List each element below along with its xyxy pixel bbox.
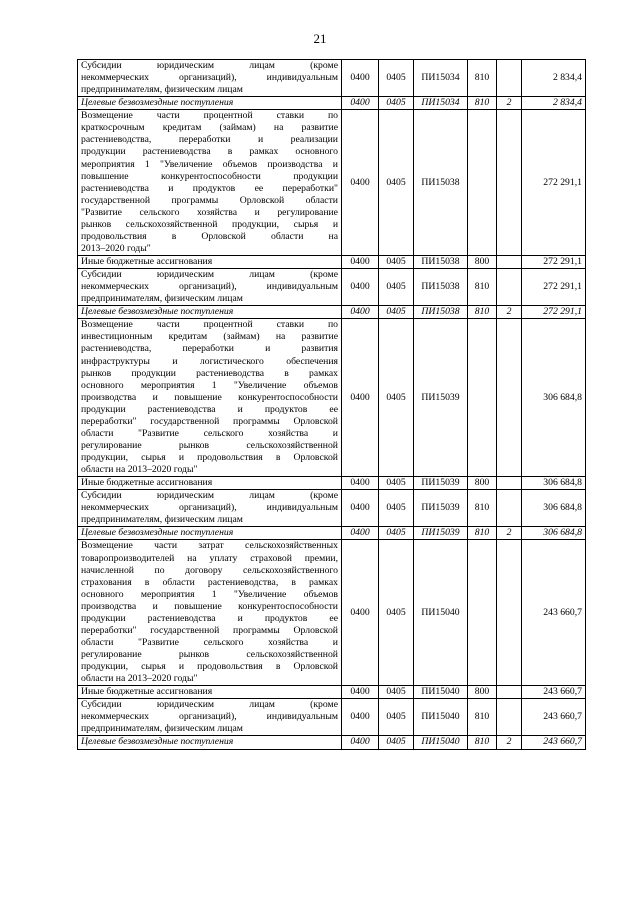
item-name-line: Целевые безвозмездные поступления xyxy=(81,306,234,318)
subsection-cell: 0405 xyxy=(379,527,414,540)
section-cell: 0400 xyxy=(342,319,379,477)
item-name-line: инфраструктуры и логистического обеспечения xyxy=(81,355,338,367)
source-code-cell xyxy=(497,319,522,477)
item-name-cell xyxy=(78,97,342,110)
section-cell: 0400 xyxy=(342,686,379,699)
target-article-cell: ПИ15040 xyxy=(414,686,468,699)
section-cell: 0400 xyxy=(342,736,379,749)
target-article-cell: ПИ15038 xyxy=(414,110,468,256)
section-cell: 0400 xyxy=(342,110,379,256)
item-name-line: Иные бюджетные ассигнования xyxy=(81,477,213,489)
item-name-line: растениеводства, переработки и реализации xyxy=(81,134,338,146)
expense-type-cell xyxy=(468,540,497,686)
item-name-line: переработки" государственной программы Орловской xyxy=(81,624,338,636)
target-article-cell: ПИ15039 xyxy=(414,477,468,490)
item-name-line: предпринимателям, физическим лицам xyxy=(81,514,243,526)
table-row xyxy=(78,540,586,686)
subsection-cell: 0405 xyxy=(379,540,414,686)
amount-cell: 243 660,7 xyxy=(522,686,586,699)
expense-type-cell xyxy=(468,319,497,477)
item-name-line: "Развитие сельского хозяйства и регулирование xyxy=(81,206,338,218)
item-name-cell xyxy=(78,736,342,749)
item-name-line: области "Развитие сельского хозяйства и xyxy=(81,636,338,648)
item-name-line: переработки" государственной программы Орловской xyxy=(81,415,338,427)
expense-type-cell: 800 xyxy=(468,477,497,490)
expense-type-cell: 810 xyxy=(468,490,497,527)
expense-type-cell: 810 xyxy=(468,60,497,97)
target-article-cell: ПИ15040 xyxy=(414,540,468,686)
table-row xyxy=(78,110,586,256)
amount-cell: 243 660,7 xyxy=(522,540,586,686)
table-row xyxy=(78,319,586,477)
target-article-cell: ПИ15038 xyxy=(414,269,468,306)
amount-cell: 2 834,4 xyxy=(522,97,586,110)
subsection-cell: 0405 xyxy=(379,256,414,269)
table-body xyxy=(78,60,586,750)
target-article-cell: ПИ15038 xyxy=(414,256,468,269)
item-name-line: инвестиционным кредитам (займам) на развитие xyxy=(81,331,338,343)
amount-cell: 306 684,8 xyxy=(522,477,586,490)
item-name-cell xyxy=(78,306,342,319)
expense-type-cell xyxy=(468,110,497,256)
section-cell: 0400 xyxy=(342,60,379,97)
item-name-line: продукции растениеводства в рамках основного xyxy=(81,146,338,158)
table-row xyxy=(78,527,586,540)
table-row xyxy=(78,736,586,749)
table-row xyxy=(78,256,586,269)
section-cell: 0400 xyxy=(342,477,379,490)
item-name-line: предпринимателям, физическим лицам xyxy=(81,723,243,735)
item-name-line: регулирование рынков сельскохозяйственной xyxy=(81,649,338,660)
item-name-line: продукции растениеводства и продуктов ее xyxy=(81,612,338,624)
subsection-cell: 0405 xyxy=(379,699,414,736)
subsection-cell: 0405 xyxy=(379,269,414,306)
section-cell: 0400 xyxy=(342,97,379,110)
subsection-cell: 0405 xyxy=(379,97,414,110)
amount-cell: 306 684,8 xyxy=(522,319,586,477)
expense-type-cell: 810 xyxy=(468,97,497,110)
target-article-cell: ПИ15039 xyxy=(414,490,468,527)
item-name-line: растениеводства, переработки и развития xyxy=(81,343,338,355)
amount-cell: 272 291,1 xyxy=(522,256,586,269)
table-row xyxy=(78,97,586,110)
section-cell: 0400 xyxy=(342,256,379,269)
target-article-cell: ПИ15034 xyxy=(414,97,468,110)
item-name-line: области "Развитие сельского хозяйства и xyxy=(81,427,338,439)
target-article-cell: ПИ15034 xyxy=(414,60,468,97)
target-article-cell: ПИ15039 xyxy=(414,319,468,477)
item-name-line: предпринимателям, физическим лицам xyxy=(81,84,243,96)
item-name-cell xyxy=(78,319,342,477)
table-row xyxy=(78,477,586,490)
subsection-cell: 0405 xyxy=(379,477,414,490)
item-name-line: товаропроизводителей на уплату страховой премии, xyxy=(81,552,338,564)
source-code-cell xyxy=(497,699,522,736)
item-name-line: начисленной по договору сельскохозяйственного xyxy=(81,564,338,576)
table-row xyxy=(78,699,586,736)
expense-type-cell: 800 xyxy=(468,256,497,269)
section-cell: 0400 xyxy=(342,269,379,306)
item-name-line: некоммерческих организаций), индивидуальным xyxy=(81,711,338,723)
item-name-line: Возмещение части процентной ставки по xyxy=(81,110,338,122)
item-name-line: страхования в области растениеводства, в рамках xyxy=(81,576,338,588)
source-code-cell: 2 xyxy=(497,527,522,540)
item-name-cell xyxy=(78,256,342,269)
subsection-cell: 0405 xyxy=(379,306,414,319)
item-name-line: некоммерческих организаций), индивидуальным xyxy=(81,281,338,293)
subsection-cell: 0405 xyxy=(379,60,414,97)
amount-cell: 306 684,8 xyxy=(522,490,586,527)
source-code-cell xyxy=(497,477,522,490)
item-name-line: 2013–2020 годы" xyxy=(81,242,151,254)
item-name-line: основного мероприятия 1 "Увеличение объемов xyxy=(81,588,338,600)
item-name-line: производства и повышение конкурентоспособности xyxy=(81,600,338,612)
item-name-line: Субсидии юридическим лицам (кроме xyxy=(81,60,338,71)
table-row xyxy=(78,269,586,306)
source-code-cell xyxy=(497,60,522,97)
expense-type-cell: 810 xyxy=(468,527,497,540)
item-name-line: Иные бюджетные ассигнования xyxy=(81,256,213,267)
target-article-cell: ПИ15038 xyxy=(414,306,468,319)
source-code-cell: 2 xyxy=(497,97,522,110)
item-name-line: продукции растениеводства и продуктов ее xyxy=(81,403,338,415)
item-name-line: государственной программы Орловской области xyxy=(81,194,338,206)
page-number: 21 xyxy=(313,31,327,46)
target-article-cell: ПИ15040 xyxy=(414,736,468,749)
table-row xyxy=(78,686,586,699)
item-name-line: предпринимателям, физическим лицам xyxy=(81,293,243,305)
budget-table xyxy=(77,59,586,750)
item-name-cell xyxy=(78,269,342,306)
item-name-line: продукции, сырья и продовольствия в Орловской xyxy=(81,452,338,463)
subsection-cell: 0405 xyxy=(379,736,414,749)
section-cell: 0400 xyxy=(342,527,379,540)
table-row xyxy=(78,60,586,97)
source-code-cell: 2 xyxy=(497,736,522,749)
item-name-line: области на 2013–2020 годы" xyxy=(81,464,198,476)
item-name-line: регулирование рынков сельскохозяйственной xyxy=(81,439,338,451)
item-name-line: Возмещение части процентной ставки по xyxy=(81,319,338,331)
amount-cell: 306 684,8 xyxy=(522,527,586,540)
expense-type-cell: 810 xyxy=(468,269,497,306)
expense-type-cell: 810 xyxy=(468,306,497,319)
item-name-line: мероприятия 1 "Увеличение объемов производства и xyxy=(81,158,338,170)
target-article-cell: ПИ15040 xyxy=(414,699,468,736)
table-row xyxy=(78,490,586,527)
subsection-cell: 0405 xyxy=(379,686,414,699)
source-code-cell xyxy=(497,256,522,269)
amount-cell: 2 834,4 xyxy=(522,60,586,97)
item-name-line: основного мероприятия 1 "Увеличение объемов xyxy=(81,379,338,391)
section-cell: 0400 xyxy=(342,540,379,686)
amount-cell: 272 291,1 xyxy=(522,269,586,306)
source-code-cell xyxy=(497,269,522,306)
item-name-cell xyxy=(78,110,342,256)
subsection-cell: 0405 xyxy=(379,490,414,527)
source-code-cell xyxy=(497,686,522,699)
section-cell: 0400 xyxy=(342,699,379,736)
item-name-cell xyxy=(78,477,342,490)
item-name-cell xyxy=(78,490,342,527)
subsection-cell: 0405 xyxy=(379,319,414,477)
section-cell: 0400 xyxy=(342,306,379,319)
item-name-line: Целевые безвозмездные поступления xyxy=(81,97,234,109)
item-name-line: Целевые безвозмездные поступления xyxy=(81,527,234,539)
item-name-line: продукции, сырья и продовольствия в Орловской xyxy=(81,661,338,673)
section-cell: 0400 xyxy=(342,490,379,527)
source-code-cell: 2 xyxy=(497,306,522,319)
item-name-line: рынков продукции растениеводства в рамках xyxy=(81,367,338,379)
table-row xyxy=(78,306,586,319)
item-name-cell xyxy=(78,540,342,686)
item-name-line: рынков сельскохозяйственной продукции, сырья и xyxy=(81,218,338,230)
item-name-line: некоммерческих организаций), индивидуальным xyxy=(81,72,338,84)
item-name-cell xyxy=(78,686,342,699)
target-article-cell: ПИ15039 xyxy=(414,527,468,540)
item-name-line: Целевые безвозмездные поступления xyxy=(81,736,234,748)
item-name-line: Субсидии юридическим лицам (кроме xyxy=(81,490,338,502)
item-name-cell xyxy=(78,60,342,97)
source-code-cell xyxy=(497,540,522,686)
item-name-line: Возмещение части затрат сельскохозяйственных xyxy=(81,540,338,552)
expense-type-cell: 800 xyxy=(468,686,497,699)
item-name-cell xyxy=(78,699,342,736)
expense-type-cell: 810 xyxy=(468,736,497,749)
item-name-line: продовольствия в Орловской области на xyxy=(81,230,338,242)
amount-cell: 272 291,1 xyxy=(522,110,586,256)
item-name-line: области на 2013–2020 годы" xyxy=(81,673,198,685)
item-name-line: Субсидии юридическим лицам (кроме xyxy=(81,699,338,711)
amount-cell: 272 291,1 xyxy=(522,306,586,319)
amount-cell: 243 660,7 xyxy=(522,699,586,736)
item-name-line: Субсидии юридическим лицам (кроме xyxy=(81,269,338,281)
item-name-line: краткосрочным кредитам (займам) на развитие xyxy=(81,122,338,134)
item-name-line: повышение конкурентоспособности продукции xyxy=(81,170,338,182)
item-name-line: растениеводства и продуктов ее переработки" xyxy=(81,182,338,194)
source-code-cell xyxy=(497,110,522,256)
item-name-line: производства и повышение конкурентоспособности xyxy=(81,391,338,403)
item-name-line: некоммерческих организаций), индивидуальным xyxy=(81,502,338,514)
amount-cell: 243 660,7 xyxy=(522,736,586,749)
expense-type-cell: 810 xyxy=(468,699,497,736)
item-name-line: Иные бюджетные ассигнования xyxy=(81,686,213,698)
subsection-cell: 0405 xyxy=(379,110,414,256)
item-name-cell xyxy=(78,527,342,540)
source-code-cell xyxy=(497,490,522,527)
